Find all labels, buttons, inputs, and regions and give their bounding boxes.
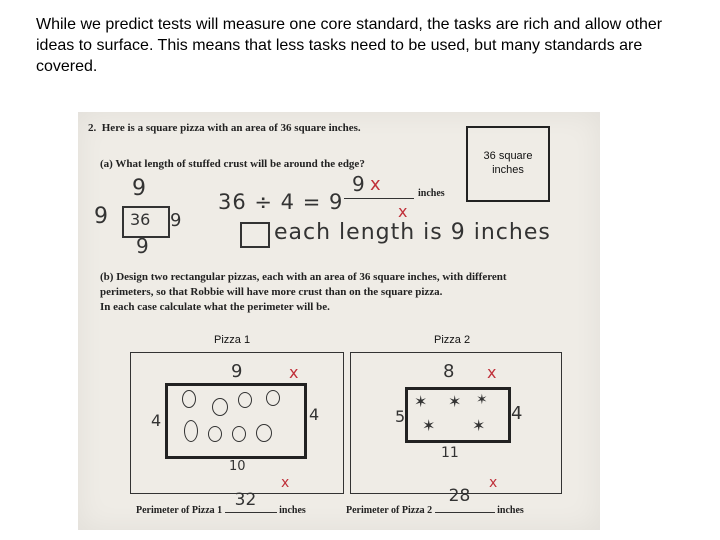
pizza1-topping xyxy=(266,390,280,406)
pizza2-perimeter-row xyxy=(346,486,524,516)
pizza1-topping xyxy=(238,392,252,408)
sketch-right: 9 xyxy=(170,210,182,231)
pizza1-rectangle xyxy=(165,383,307,459)
pizza1-topping xyxy=(184,420,198,442)
pizza2-topping-icon: ✶ xyxy=(448,392,462,411)
pizza2-topping-icon: ✶ xyxy=(422,416,436,435)
pizza1-topping xyxy=(208,426,222,442)
intro-paragraph: While we predict tests will measure one core standard, the tasks are rich and allow other ideas to surface. This means that less tasks need to be used, but many standards are covered. xyxy=(36,16,663,75)
pizza1-bottom-x: x xyxy=(281,475,290,491)
square-label-line2: inches xyxy=(492,164,524,176)
pizza1-perimeter-unit: inches xyxy=(279,505,306,516)
pizza1-left: 4 xyxy=(151,411,162,430)
pizza1-top: 9 xyxy=(231,361,243,382)
answer-a-unit: inches xyxy=(418,188,445,199)
answer-a-value: 9 xyxy=(352,172,365,196)
student-square-sketch xyxy=(92,174,192,264)
pizza1-topping xyxy=(256,424,272,442)
red-x-mark-2: x xyxy=(398,202,408,221)
part-b-text-2: In each case calculate what the perimeter will be. xyxy=(100,301,330,313)
pizza1-top-x: x xyxy=(289,363,299,382)
pizza2-top: 8 xyxy=(443,361,455,382)
pizza1-topping xyxy=(182,390,196,408)
pizza1-bottom: 10 xyxy=(229,459,246,474)
pizza2-topping-icon: ✶ xyxy=(472,416,486,435)
pizza2-label: Pizza 2 xyxy=(434,334,471,346)
part-b-text: (b) Design two rectangular pizzas, each with an area of 36 square inches, with different perimeters, so that Robbie will have more crust than on the square pizza. xyxy=(100,271,507,298)
pizza2-left: 5 xyxy=(395,407,406,426)
work-calculation: 36 ÷ 4 = 9 xyxy=(218,190,344,214)
sketch-left: 9 xyxy=(94,204,108,229)
question-text: Here is a square pizza with an area of 36 square inches. xyxy=(101,122,361,134)
answer-a-line xyxy=(344,172,414,199)
square-label-line1: 36 square xyxy=(483,150,533,162)
work-note: each length is 9 inches xyxy=(274,220,551,245)
red-x-mark: x xyxy=(370,174,381,195)
pizza2-perimeter-unit: inches xyxy=(497,505,524,516)
pizza2-perimeter-line xyxy=(435,486,495,513)
pizza2-topping-icon: ✶ xyxy=(414,392,428,411)
pizza2-frame xyxy=(350,352,562,494)
pizza2-top-x: x xyxy=(487,363,497,382)
part-a-prompt: (a) What length of stuffed crust will be around the edge? xyxy=(100,158,365,170)
pizza2-perimeter-value: 28 xyxy=(448,486,471,506)
pizza2-bottom: 11 xyxy=(441,445,459,461)
pizza1-perimeter-value: 32 xyxy=(234,490,257,510)
square-pizza-box xyxy=(466,126,550,202)
pizza1-label: Pizza 1 xyxy=(214,334,251,346)
pizza1-right: 4 xyxy=(309,405,320,424)
question-header xyxy=(88,122,361,134)
part-b-prompt xyxy=(100,270,530,315)
sketch-bottom: 9 xyxy=(136,234,149,258)
pizza2-bottom-x: x xyxy=(489,475,498,491)
pizza1-perimeter-label: Perimeter of Pizza 1 xyxy=(136,505,223,516)
sketch-square xyxy=(122,206,170,238)
question-number: 2. xyxy=(88,122,97,134)
pizza1-perimeter-line xyxy=(225,490,277,513)
worksheet-scan xyxy=(78,112,600,530)
pizza1-perimeter-row xyxy=(136,490,306,516)
sketch-area: 36 xyxy=(130,210,151,229)
sketch-top: 9 xyxy=(132,176,146,201)
pizza2-rectangle xyxy=(405,387,511,443)
note-checkbox xyxy=(240,222,270,248)
pizza2-perimeter-label: Perimeter of Pizza 2 xyxy=(346,505,433,516)
pizza1-topping xyxy=(232,426,246,442)
pizza1-frame xyxy=(130,352,344,494)
pizza2-right: 4 xyxy=(511,403,523,424)
pizza2-topping-icon: ✶ xyxy=(476,392,488,408)
pizza1-topping xyxy=(212,398,228,416)
